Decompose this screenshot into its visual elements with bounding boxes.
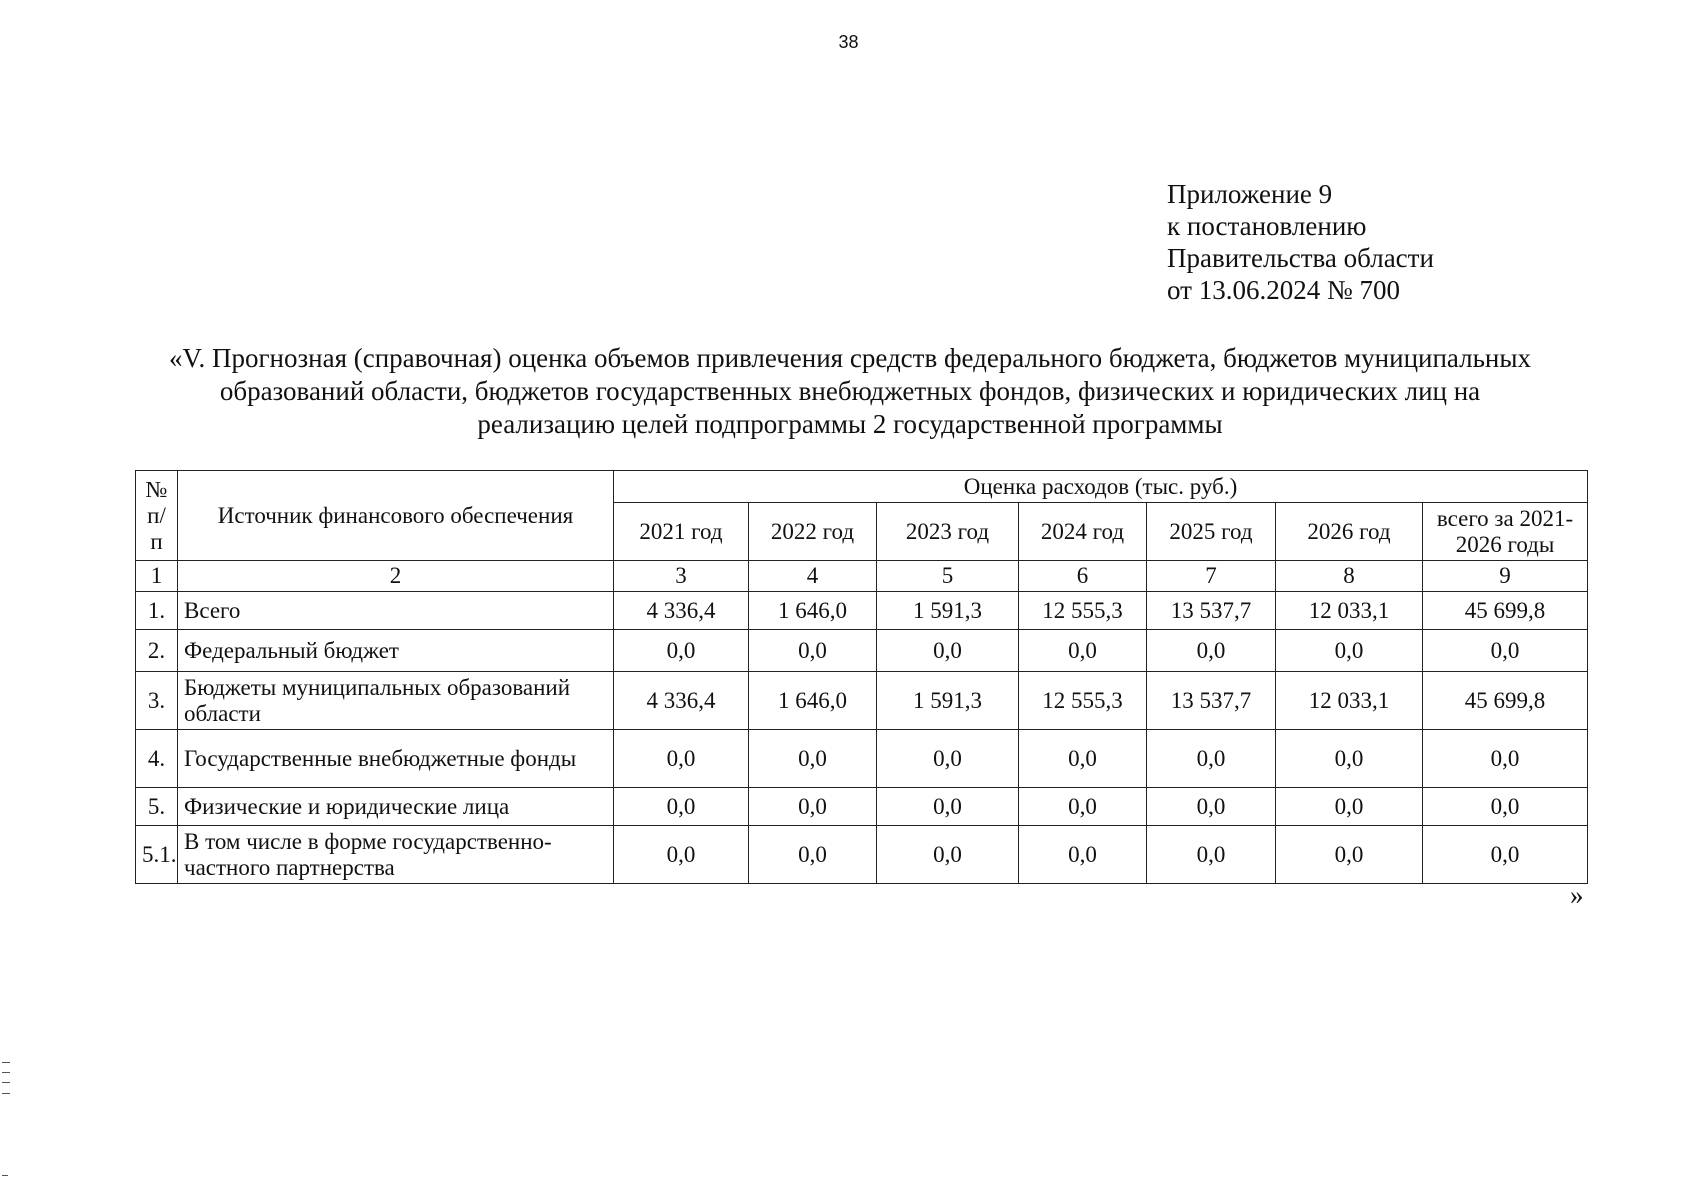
header-year: 2023 год [877, 503, 1019, 561]
row-value: 0,0 [614, 788, 749, 826]
row-value: 1 646,0 [749, 672, 877, 730]
row-value: 0,0 [877, 826, 1019, 884]
scan-margin-marks [2, 1062, 10, 1094]
row-value: 0,0 [1147, 826, 1276, 884]
column-index: 1 [136, 561, 178, 592]
table-row [136, 788, 1588, 826]
row-value: 0,0 [1276, 788, 1423, 826]
row-number: 3. [136, 672, 178, 730]
column-index: 4 [749, 561, 877, 592]
row-value: 13 537,7 [1147, 592, 1276, 630]
column-index: 9 [1423, 561, 1588, 592]
scan-margin-dash [2, 1175, 8, 1176]
header-source: Источник финансового обеспечения [178, 471, 614, 561]
row-value: 45 699,8 [1423, 592, 1588, 630]
column-index: 3 [614, 561, 749, 592]
row-value: 0,0 [1276, 730, 1423, 788]
row-number: 5. [136, 788, 178, 826]
row-value: 12 555,3 [1019, 672, 1147, 730]
row-value: 0,0 [1019, 788, 1147, 826]
row-value: 0,0 [1147, 630, 1276, 672]
row-value: 12 555,3 [1019, 592, 1147, 630]
row-value: 0,0 [877, 630, 1019, 672]
row-value: 0,0 [614, 630, 749, 672]
column-index: 7 [1147, 561, 1276, 592]
row-number: 5.1. [136, 826, 178, 884]
row-value: 13 537,7 [1147, 672, 1276, 730]
row-value: 0,0 [749, 826, 877, 884]
row-value: 0,0 [1423, 730, 1588, 788]
row-value: 0,0 [749, 788, 877, 826]
title-line: образований области, бюджетов государственных внебюджетных фондов, физических и юридических лиц на [219, 376, 1481, 406]
row-value: 45 699,8 [1423, 672, 1588, 730]
row-number: 4. [136, 730, 178, 788]
row-value: 0,0 [1423, 826, 1588, 884]
row-value: 0,0 [877, 788, 1019, 826]
row-source: Бюджеты муниципальных образований области [178, 672, 614, 730]
row-number: 2. [136, 630, 178, 672]
header-year: 2021 год [614, 503, 749, 561]
row-value: 0,0 [1276, 630, 1423, 672]
row-value: 0,0 [749, 730, 877, 788]
row-value: 1 591,3 [877, 672, 1019, 730]
row-value: 0,0 [1019, 826, 1147, 884]
header-year: 2026 год [1276, 503, 1423, 561]
row-value: 0,0 [614, 730, 749, 788]
table-row [136, 592, 1588, 630]
row-value: 0,0 [749, 630, 877, 672]
row-value: 4 336,4 [614, 672, 749, 730]
column-index: 2 [178, 561, 614, 592]
header-group: Оценка расходов (тыс. руб.) [614, 471, 1588, 503]
row-value: 4 336,4 [614, 592, 749, 630]
table-row [136, 826, 1588, 884]
row-source: Федеральный бюджет [178, 630, 614, 672]
appendix-line: к постановлению [1167, 211, 1367, 241]
row-value: 12 033,1 [1276, 592, 1423, 630]
column-index: 5 [877, 561, 1019, 592]
row-value: 0,0 [877, 730, 1019, 788]
title-line: реализацию целей подпрограммы 2 государственной программы [477, 409, 1223, 439]
row-source: В том числе в форме государственно-частного партнерства [178, 826, 614, 884]
closing-quote: » [1570, 880, 1584, 910]
row-source: Физические и юридические лица [178, 788, 614, 826]
row-value: 0,0 [614, 826, 749, 884]
row-value: 12 033,1 [1276, 672, 1423, 730]
row-value: 0,0 [1423, 788, 1588, 826]
row-value: 0,0 [1147, 730, 1276, 788]
row-value: 0,0 [1423, 630, 1588, 672]
column-index: 8 [1276, 561, 1423, 592]
column-index: 6 [1019, 561, 1147, 592]
row-number: 1. [136, 592, 178, 630]
header-year: 2022 год [749, 503, 877, 561]
row-source: Государственные внебюджетные фонды [178, 730, 614, 788]
row-value: 0,0 [1147, 788, 1276, 826]
table-row [136, 730, 1588, 788]
row-value: 1 591,3 [877, 592, 1019, 630]
row-source: Всего [178, 592, 614, 630]
row-value: 1 646,0 [749, 592, 877, 630]
table-row [136, 672, 1588, 730]
header-num: № п/п [136, 471, 178, 561]
document-title [120, 342, 1580, 441]
appendix-line: Приложение 9 [1167, 179, 1333, 209]
funding-table [135, 470, 1588, 884]
row-value: 0,0 [1019, 730, 1147, 788]
row-value: 0,0 [1276, 826, 1423, 884]
table-row [136, 630, 1588, 672]
appendix-line: Правительства области [1167, 243, 1434, 273]
header-total: всего за 2021-2026 годы [1423, 503, 1588, 561]
title-line: «V. Прогнозная (справочная) оценка объемов привлечения средств федерального бюджета, бюджетов муниципальных [168, 343, 1532, 373]
row-value: 0,0 [1019, 630, 1147, 672]
appendix-reference [1167, 178, 1434, 306]
header-year: 2025 год [1147, 503, 1276, 561]
appendix-line: от 13.06.2024 № 700 [1167, 275, 1400, 305]
page-number: 38 [838, 32, 859, 52]
header-year: 2024 год [1019, 503, 1147, 561]
